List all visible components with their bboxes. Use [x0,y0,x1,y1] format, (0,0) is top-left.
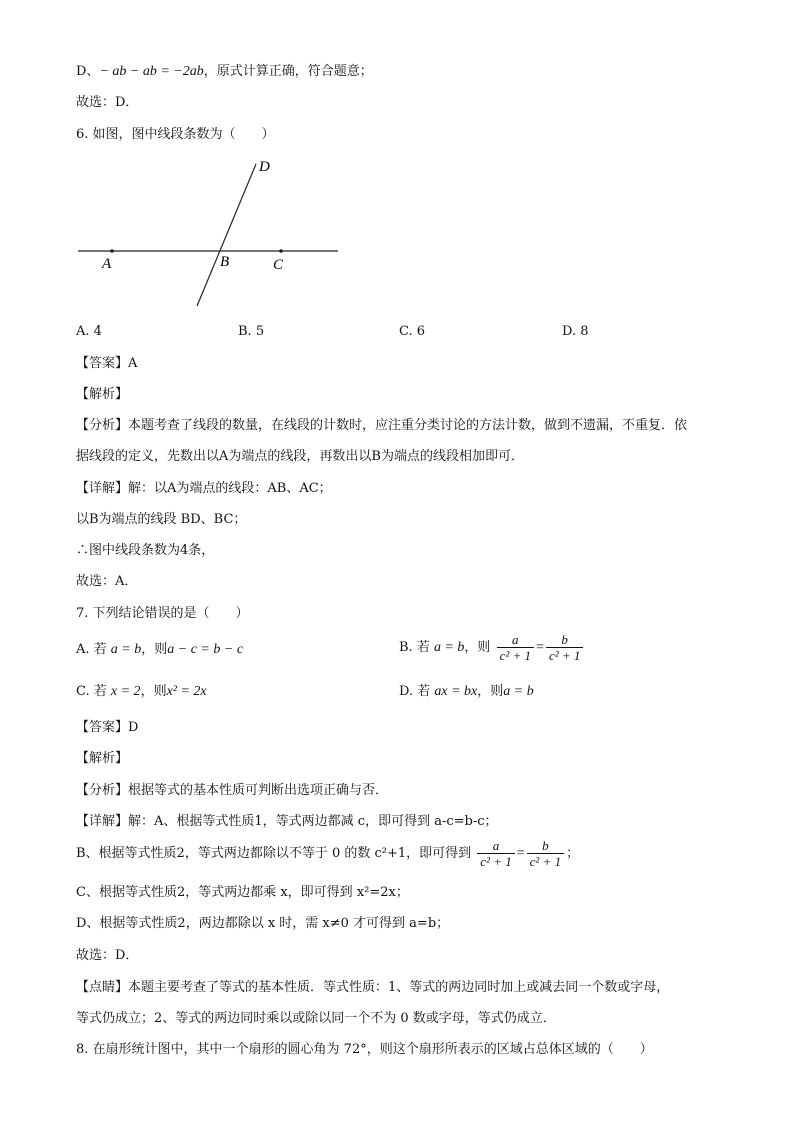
q7-a-then: ，则 [141,642,168,657]
q7-comment-line-2: 等式仍成立；2、等式的两边同时乘以或除以同一个不为 0 数或字母，等式仍成立． [76,1011,556,1026]
q7-c-then: ，则 [140,684,167,699]
q6-answer: 【答案】A [76,356,138,371]
q6-stem: 6. 如图，图中线段条数为（ ） [76,127,275,142]
q7-stem: 7. 下列结论错误的是（ ） [76,606,249,621]
q6-detail-line-2: 以B为端点的线段 BD、BC； [76,512,247,527]
q7-b-den-2: c² + 1 [548,648,581,663]
q5-choice: 故选：D． [76,95,139,110]
q8-stem: 8. 在扇形统计图中，其中一个扇形的圆心角为 72°，则这个扇形所表示的区域占总体区域的（ ） [76,1042,653,1057]
q7-detail-b-equals: = [516,846,525,861]
solution-line-d [76,62,373,82]
q6-analysis-head: 【解析】 [76,387,129,402]
q6-figure [70,150,350,315]
q6-option-c: C. 6 [399,324,426,339]
q6-detail-line-1: 【详解】解：以A为端点的线段：AB、AC； [76,481,332,496]
q7-d-then: ，则 [477,684,504,699]
q7-d-condition: ax = bx [434,684,478,699]
q6-detail-line-3: ∴图中线段条数为4条， [76,543,215,558]
q7-analysis-head: 【解析】 [76,751,129,766]
q7-b-prefix: B. 若 [399,640,430,655]
q6-analysis-line-2: 据线段的定义，先数出以A为端点的线段，再数出以B为端点的线段相加即可． [76,449,524,464]
q7-detail-c: C、根据等式性质2，等式两边都乘 x，即可得到 x²=2x； [76,885,409,900]
q7-answer: 【答案】D [76,720,139,735]
q7-d-result: a = b [503,684,534,699]
line-bd [197,164,256,306]
q7-option-b [399,632,585,663]
q7-detail-b-den-2: c² + 1 [529,854,562,869]
q7-a-condition: a = b [110,642,142,657]
q7-detail-b-num-1: a [477,838,514,854]
q7-detail-b-text: B、根据等式性质2，等式两边都除以不等于 0 的数 c²+1，即可得到 [76,846,472,861]
point-a [110,249,114,253]
q7-detail-b-suffix: ； [566,846,580,861]
q7-detail-b-fraction-1 [477,838,514,869]
label-b: B [220,254,230,270]
label-d: D [259,159,270,175]
q6-choice: 故选：A． [76,574,138,589]
q7-b-fraction-1 [497,632,534,663]
q7-b-num-1: a [497,632,534,648]
q7-c-prefix: C. 若 [76,684,107,699]
q7-c-condition: x = 2 [110,684,141,699]
q7-b-equals: = [536,640,544,655]
q7-detail-b [76,838,579,869]
line-d-suffix: ，原式计算正确，符合题意； [203,64,373,79]
q7-b-fraction-2 [546,632,583,663]
q7-d-prefix: D. 若 [399,684,431,699]
q7-detail-b-den-1: c² + 1 [480,854,512,869]
q7-b-num-2: b [546,632,583,648]
label-c: C [273,257,284,273]
q7-b-den-1: c² + 1 [499,648,532,663]
line-d-prefix: D、 [76,64,100,79]
q7-a-prefix: A. 若 [76,642,107,657]
q6-option-d: D. 8 [562,324,589,339]
q7-detail-b-fraction-2 [527,838,564,869]
q7-b-condition: a = b [433,640,465,655]
q7-b-then: ，则 [464,640,491,655]
point-c [279,249,283,253]
q7-comment-line-1: 【点睛】本题主要考查了等式的基本性质．等式性质：1、等式的两边同时加上或减去同一个数或字母， [76,980,670,995]
q7-option-c [76,682,207,702]
q7-choice: 故选：D． [76,948,139,963]
q7-detail-b-num-2: b [527,838,564,854]
q6-analysis-line-1: 【分析】本题考查了线段的数量，在线段的计数时，应注重分类讨论的方法计数，做到不遗漏，不重复．依 [76,418,688,433]
line-d-expression: − ab − ab = −2ab [99,64,204,79]
q7-detail-a: 【详解】解：A、根据等式性质1，等式两边都减 c，即可得到 a-c=b-c； [76,814,498,829]
label-a: A [102,256,112,272]
q7-c-result: x² = 2x [166,684,207,699]
q7-detail-d: D、根据等式性质2，两边都除以 x 时，需 x≠0 才可得到 a=b； [76,916,450,931]
q7-option-d [399,682,534,702]
q6-option-b: B. 5 [238,324,265,339]
q7-a-result: a − c = b − c [167,642,244,657]
q7-analysis: 【分析】根据等式的基本性质可判断出选项正确与否． [76,783,389,798]
q7-option-a [76,640,243,660]
q6-option-a: A. 4 [76,324,102,339]
